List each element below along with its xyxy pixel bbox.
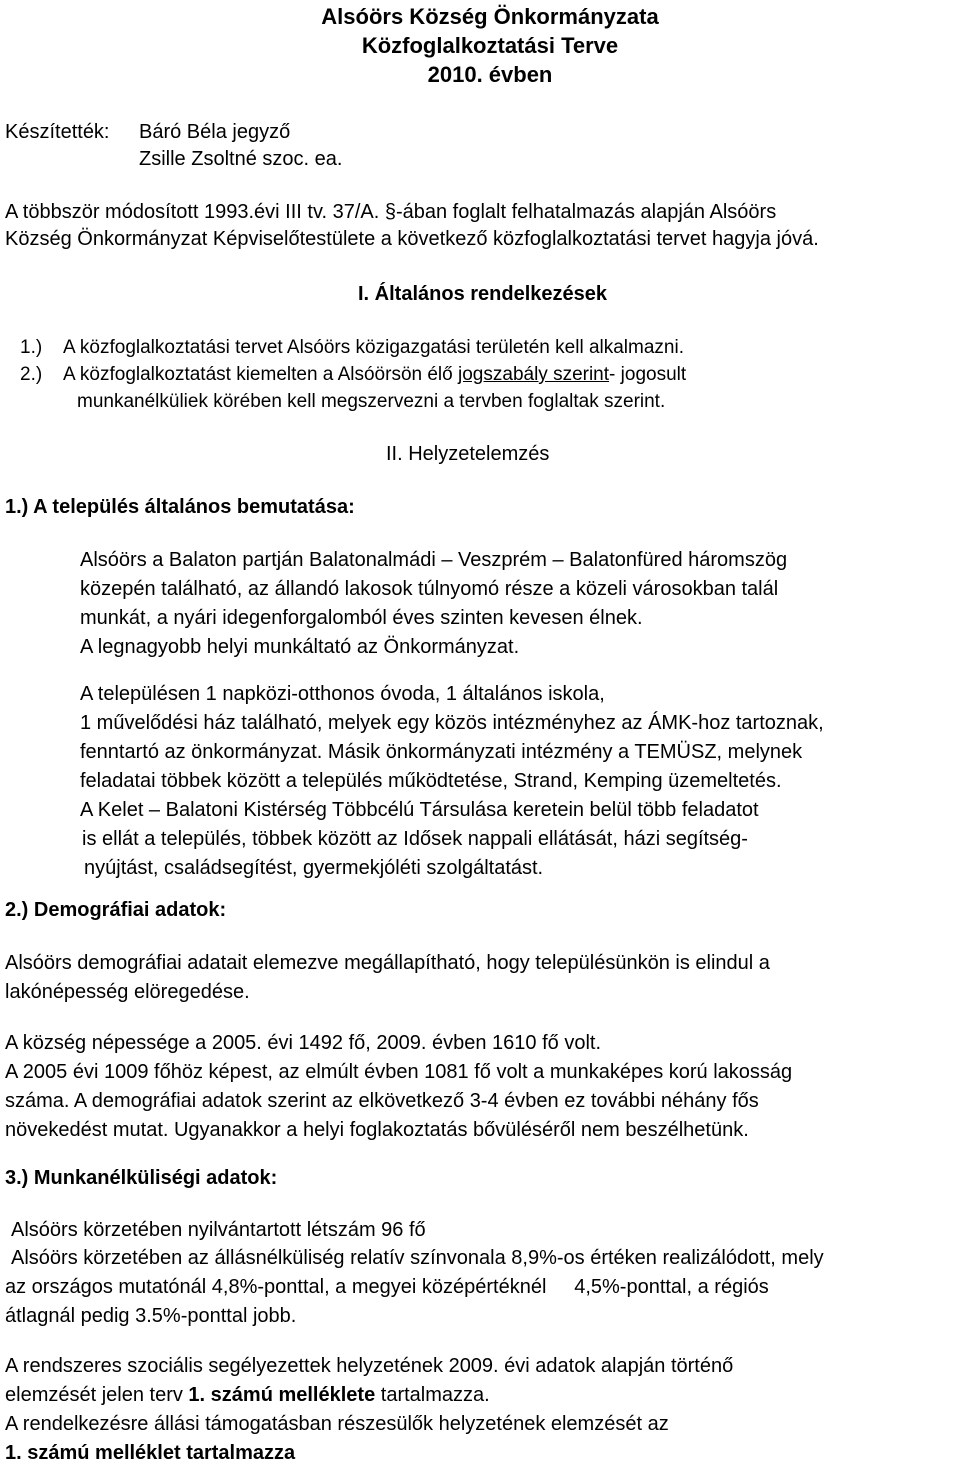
intro-line-2: Község Önkormányzat Képviselőtestülete a következő közfoglalkoztatási tervet hagyja jóvá. <box>5 228 819 250</box>
demography-p2-line: A 2005 évi 1009 főhöz képest, az elmúlt évben 1081 fő volt a munkaképes korú lakosság <box>5 1061 793 1083</box>
settlement-p2-line: A településen 1 napközi-otthonos óvoda, 1 általános iskola, <box>80 683 605 705</box>
title-line-2: Közfoglalkoztatási Terve <box>361 33 619 58</box>
document-title <box>280 2 700 89</box>
social-aid-line-4: 1. számú melléklet tartalmazza <box>5 1442 296 1464</box>
unemployment-line: Alsóörs körzetében az állásnélküliség relatív színvonala 8,9%-os értéken realizálódott, mely <box>11 1247 824 1269</box>
rule-2-text-b: - jogosult <box>609 364 687 385</box>
intro-line-1: A többször módosított 1993.évi III tv. 37/A. §-ában foglalt felhatalmazás alapján Alsóörs <box>5 201 777 223</box>
author-1: Báró Béla jegyző <box>139 121 291 143</box>
unemployment-registered: Alsóörs körzetében nyilvántartott létszám 96 fő <box>11 1219 426 1241</box>
social-aid-line-2-c: tartalmazza. <box>375 1384 490 1406</box>
subsection-3-heading: 3.) Munkanélküliségi adatok: <box>5 1167 278 1189</box>
rule-2-text-underlined: jogszabály szerint <box>458 364 610 385</box>
social-aid-paragraph <box>5 1352 733 1468</box>
settlement-p2-line: nyújtást, családsegítést, gyermekjóléti szolgáltatást. <box>84 857 544 879</box>
demography-p1-line: lakónépesség elöregedése. <box>5 981 250 1003</box>
settlement-p2-line: fenntartó az önkormányzat. Másik önkormányzati intézmény a TEMÜSZ, melynek <box>80 741 803 763</box>
subsection-1-heading: 1.) A település általános bemutatása: <box>5 496 355 518</box>
rule-2-line-2: munkanélküliek körében kell megszervezni a tervben foglaltak szerint. <box>77 391 666 412</box>
authors-label: Készítették: <box>5 121 110 143</box>
rule-2-text <box>63 361 686 388</box>
rule-2-number: 2.) <box>20 364 43 385</box>
unemployment-line: az országos mutatónál 4,8%-ponttal, a megyei középértéknél 4,5%-ponttal, a régiós <box>5 1276 769 1298</box>
section-1-heading: I. Általános rendelkezések <box>358 283 608 305</box>
social-aid-line-3: A rendelkezésre állási támogatásban részesülők helyzetének elemzését az <box>5 1413 669 1435</box>
social-aid-line-1: A rendszeres szociális segélyezettek helyzetének 2009. évi adatok alapján történő <box>5 1355 734 1377</box>
title-line-3: 2010. évben <box>427 62 553 87</box>
intro-paragraph <box>5 198 819 254</box>
social-aid-line-2 <box>5 1381 733 1410</box>
demography-p2-line: száma. A demográfiai adatok szerint az elkövetkező 3-4 évben ez további néhány fős <box>5 1090 759 1112</box>
settlement-paragraph-2 <box>80 680 824 883</box>
settlement-p1-line: Alsóörs a Balaton partján Balatonalmádi – Veszprém – Balatonfüred háromszög <box>80 549 788 571</box>
demography-paragraph-1 <box>5 949 770 1007</box>
settlement-paragraph-1 <box>80 546 787 662</box>
demography-p1-line: Alsóörs demográfiai adatait elemezve megállapítható, hogy településünkön is elindul a <box>5 952 770 974</box>
author-2: Zsille Zsoltné szoc. ea. <box>139 148 343 170</box>
settlement-p2-line: A Kelet – Balatoni Kistérség Többcélú Társulása keretein belül több feladatot <box>80 799 759 821</box>
subsection-2-heading: 2.) Demográfiai adatok: <box>5 899 227 921</box>
rule-2-text-a: A közfoglalkoztatást kiemelten a Alsóörsön élő <box>63 364 459 385</box>
rule-1-text: A közfoglalkoztatási tervet Alsóörs közigazgatási területén kell alkalmazni. <box>63 337 684 358</box>
settlement-p2-line: 1 művelődési ház található, melyek egy közös intézményhez az ÁMK-hoz tartoznak, <box>80 712 824 734</box>
settlement-p1-line: A legnagyobb helyi munkáltató az Önkormányzat. <box>80 636 520 658</box>
social-aid-line-2-a: elemzését jelen terv <box>5 1384 189 1406</box>
section-2-heading: II. Helyzetelemzés <box>386 443 550 465</box>
settlement-p1-line: munkát, a nyári idegenforgalomból éves szinten kevesen élnek. <box>80 607 643 629</box>
settlement-p2-line: is ellát a település, többek között az Idősek nappali ellátását, házi segítség- <box>82 828 748 850</box>
demography-p2-line: A község népessége a 2005. évi 1492 fő, 2009. évben 1610 fő volt. <box>5 1032 602 1054</box>
demography-paragraph-2 <box>5 1029 792 1145</box>
demography-p2-line: növekedést mutat. Ugyanakkor a helyi foglakoztatás bővüléséről nem beszélhetünk. <box>5 1119 749 1141</box>
title-line-1: Alsóörs Község Önkormányzata <box>321 4 659 29</box>
annex-1-reference: 1. számú melléklete <box>188 1384 376 1406</box>
rule-1-number: 1.) <box>20 337 43 358</box>
unemployment-paragraph <box>5 1244 824 1331</box>
unemployment-line: átlagnál pedig 3.5%-ponttal jobb. <box>5 1305 297 1327</box>
settlement-p2-line: feladatai többek között a település működtetése, Strand, Kemping üzemeltetés. <box>80 770 782 792</box>
settlement-p1-line: közepén található, az állandó lakosok túlnyomó része a közeli városokban talál <box>80 578 779 600</box>
